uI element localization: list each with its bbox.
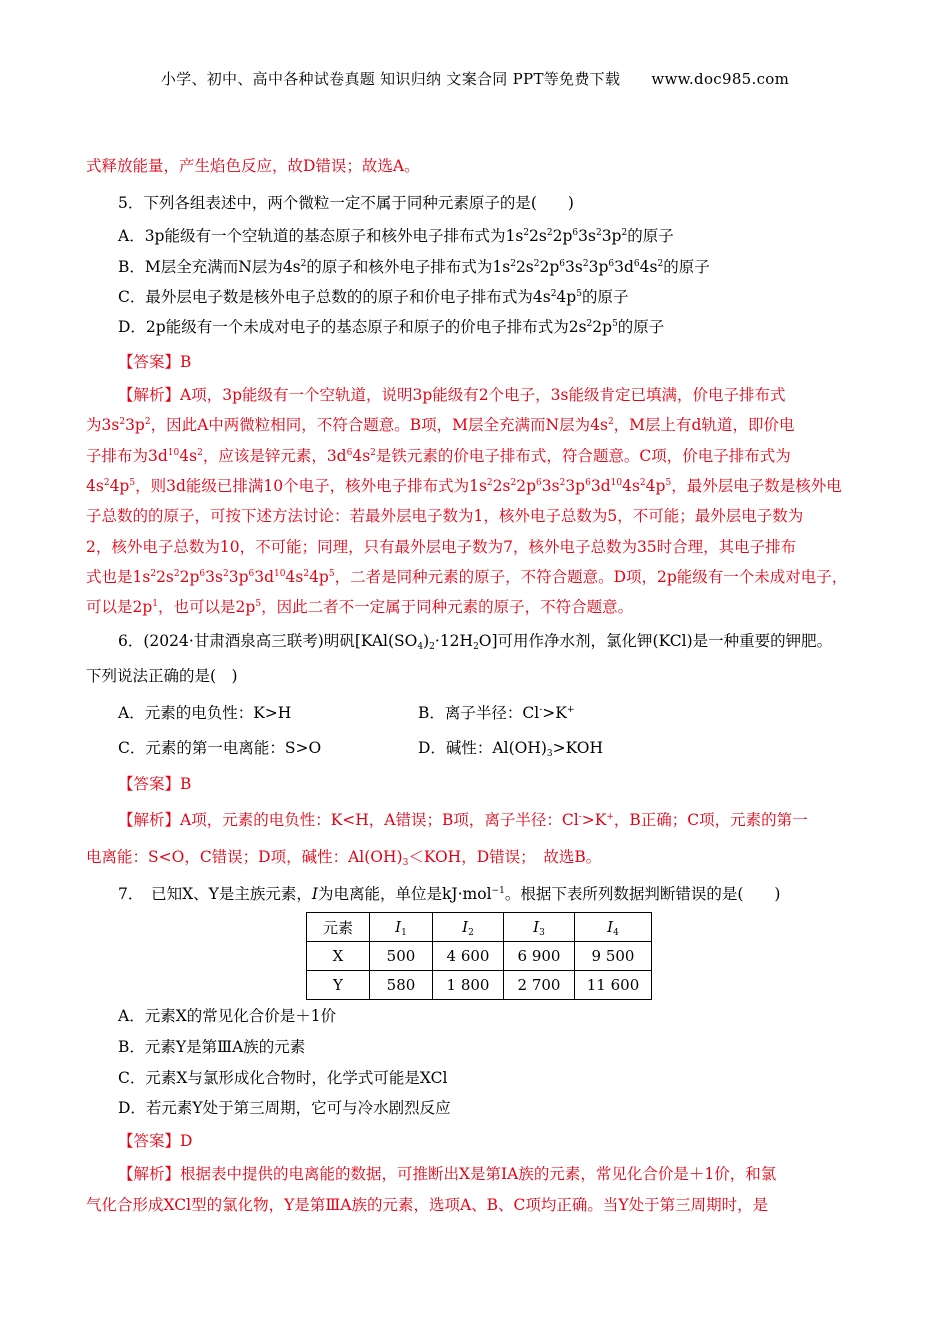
table-header-cell: $I_2$ — [433, 913, 504, 942]
q7-answer: 【答案】D — [118, 1132, 193, 1150]
q5-analysis-line-6: 2，核外电子总数为10，不可能；同理，只有最外层电子数为7，核外电子总数为35时合理，其电子排布 — [86, 538, 797, 556]
header-site-link[interactable]: www.doc985.com — [651, 70, 790, 88]
q6-option-c: C．元素的第一电离能：S>O — [118, 739, 322, 757]
q6-analysis-line-1: 【解析】A项，元素的电负性：K<H，A错误；B项，离子半径：Cl->K+，B正确；C项，元素的第一 — [118, 811, 808, 829]
q7-analysis-line-2: 气化合形成XCl型的氯化物，Y是第ⅢA族的元素，选项A、B、C项均正确。当Y处于第三周期时，是 — [86, 1196, 769, 1214]
q5-option-c: C．最外层电子数是核外电子总数的的原子和价电子排布式为$4s^24p^5$的原子 — [118, 288, 629, 306]
q5-option-d: D．2p能级有一个未成对电子的基态原子和原子的价电子排布式为$2s^22p^5$的原子 — [118, 318, 665, 336]
q6-option-d: D．碱性：$Al(OH)_3>KOH$ — [418, 739, 604, 759]
table-header-cell: $I_4$ — [575, 913, 652, 942]
table-header-cell: 元素 — [307, 913, 370, 942]
q5-analysis-line-8: 可以是$2p^1$，也可以是$2p^5$，因此二者不一定属于同种元素的原子，不符合题意。 — [86, 598, 634, 616]
table-cell: 2 700 — [504, 971, 575, 1000]
q5-analysis-line-5: 子总数的的原子，可按下述方法讨论：若最外层电子数为1，核外电子总数为5，不可能；最外层电子数为 — [86, 507, 804, 525]
table-cell: 1 800 — [433, 971, 504, 1000]
q7-option-d: D．若元素Y处于第三周期，它可与冷水剧烈反应 — [118, 1099, 451, 1117]
table-cell: 4 600 — [433, 942, 504, 971]
table-cell: 9 500 — [575, 942, 652, 971]
page-header — [0, 68, 950, 89]
q5-analysis-line-1: 【解析】A项，3p能级有一个空轨道，说明3p能级有2个电子，3s能级肯定已填满，价电子排布式 — [118, 386, 786, 404]
table-row — [307, 942, 652, 971]
q7-option-a: A．元素X的常见化合价是＋1价 — [118, 1007, 337, 1025]
table-cell: 11 600 — [575, 971, 652, 1000]
q5-analysis-line-2: 为$3s^23p^2$，因此A中两微粒相同，不符合题意。B项，M层全充满而N层为$4s^2$，M层上有d轨道，即价电 — [86, 416, 795, 434]
table-header-row — [307, 913, 652, 942]
header-text: 小学、初中、高中各种试卷真题 知识归纳 文案合同 PPT等免费下载 — [160, 70, 621, 88]
table-header-cell: $I_3$ — [504, 913, 575, 942]
q5-answer: 【答案】B — [118, 353, 192, 371]
table-cell: 500 — [370, 942, 433, 971]
q6-stem-line-2: 下列说法正确的是( ) — [86, 667, 238, 685]
q6-option-a: A．元素的电负性：K>H — [118, 704, 292, 722]
table-row — [307, 971, 652, 1000]
q6-answer: 【答案】B — [118, 775, 192, 793]
table-cell: 6 900 — [504, 942, 575, 971]
q5-analysis-line-4: $4s^24p^5$，则3d能级已排满10个电子，核外电子排布式为$1s^22s^22p^63s^23p^63d^{10}4s^24p^5$，最外层电子数是核外电 — [86, 477, 842, 495]
q5-stem: 5．下列各组表述中，两个微粒一定不属于同种元素原子的是( ) — [118, 194, 574, 212]
q6-stem: 6．(2024·甘肃酒泉高三联考)明矾$[KAl(SO_4)_2\cdot 12H_2O]$可用作净水剂，氯化钾(KCl)是一种重要的钾肥。 — [118, 632, 833, 652]
q7-analysis-line-1: 【解析】根据表中提供的电离能的数据，可推断出X是第ⅠA族的元素，常见化合价是＋1价，和氯 — [118, 1165, 777, 1183]
q7-option-c: C．元素X与氯形成化合物时，化学式可能是XCl — [118, 1069, 448, 1087]
previous-analysis-tail: 式释放能量，产生焰色反应，故D错误；故选A。 — [86, 157, 420, 175]
q6-option-b: B．离子半径：Cl->K+ — [418, 704, 575, 722]
q5-analysis-line-3: 子排布为$3d^{10}4s^2$，应该是锌元素，$3d^64s^2$是铁元素的价电子排布式，符合题意。C项，价电子排布式为 — [86, 447, 791, 465]
table-cell: 580 — [370, 971, 433, 1000]
table-header-cell: $I_1$ — [370, 913, 433, 942]
q5-option-a: A．3p能级有一个空轨道的基态原子和核外电子排布式为$1s^22s^22p^63s^23p^2$的原子 — [118, 227, 674, 245]
table-cell: X — [307, 942, 370, 971]
q7-stem: 7． 已知X、Y是主族元素，I为电离能，单位是kJ·mol$^{-1}$。根据下表所列数据判断错误的是( ) — [118, 885, 781, 903]
q5-option-b: B．M层全充满而N层为$4s^2$的原子和核外电子排布式为$1s^22s^22p^63s^23p^63d^64s^2$的原子 — [118, 258, 710, 276]
q7-option-b: B．元素Y是第ⅢA族的元素 — [118, 1038, 306, 1056]
q5-analysis-line-7: 式也是$1s^22s^22p^63s^23p^63d^{10}4s^24p^5$，二者是同种元素的原子，不符合题意。D项，2p能级有一个未成对电子， — [86, 568, 848, 586]
ionization-energy-table — [306, 912, 652, 1000]
q6-analysis-line-2: 电离能：S<O，C错误；D项，碱性：$Al(OH)_3<KOH$，D错误； 故选B。 — [86, 848, 602, 868]
table-cell: Y — [307, 971, 370, 1000]
